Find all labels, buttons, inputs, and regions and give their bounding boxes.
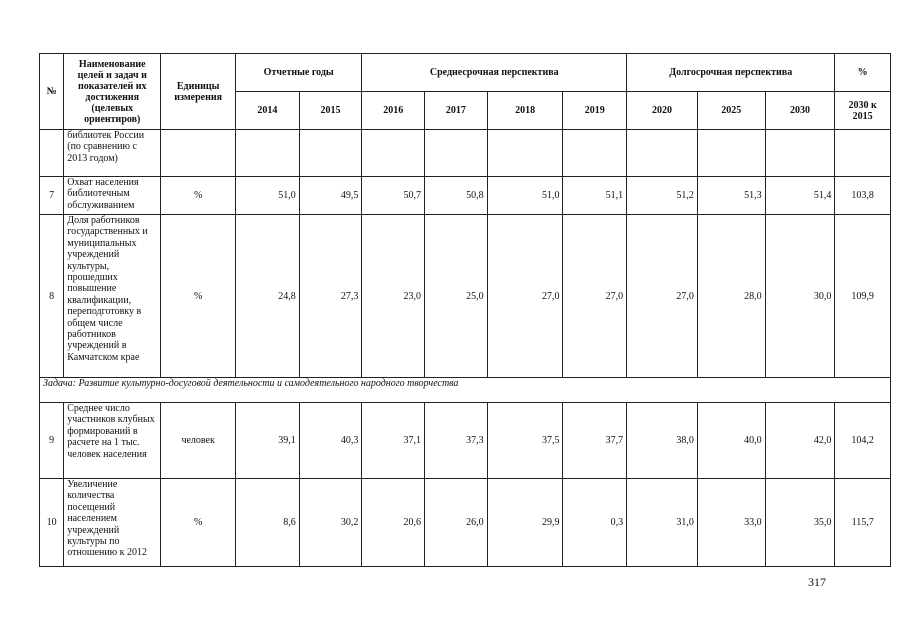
row-value <box>487 130 563 177</box>
row-value: 31,0 <box>627 479 698 567</box>
row-num: 8 <box>40 215 64 378</box>
row-value <box>362 130 425 177</box>
row-pct: 104,2 <box>835 403 891 479</box>
table-row <box>40 479 891 567</box>
header-name: Наименование целей и задач и показателей их достижения (целевых ориентиров) <box>64 54 161 130</box>
row-pct <box>835 130 891 177</box>
row-value: 20,6 <box>362 479 425 567</box>
row-value: 39,1 <box>236 403 300 479</box>
row-value: 42,0 <box>765 403 835 479</box>
task-row <box>40 378 891 403</box>
row-value: 38,0 <box>627 403 698 479</box>
indicator-table <box>39 53 891 567</box>
row-value: 27,0 <box>563 215 627 378</box>
row-unit: человек <box>161 403 236 479</box>
row-unit: % <box>161 177 236 215</box>
row-value: 51,2 <box>627 177 698 215</box>
table-row <box>40 403 891 479</box>
table-row <box>40 177 891 215</box>
row-value <box>425 130 488 177</box>
row-value: 24,8 <box>236 215 300 378</box>
row-unit: % <box>161 215 236 378</box>
row-name: Увеличение количества посещений населением учреждений культуры по отношению к 2012 <box>64 479 161 567</box>
row-num <box>40 130 64 177</box>
header-group-reported: Отчетные годы <box>236 54 362 92</box>
header-year: 2020 <box>627 92 698 130</box>
header-year: 2030 <box>765 92 835 130</box>
row-value: 35,0 <box>765 479 835 567</box>
row-value: 37,5 <box>487 403 563 479</box>
row-value <box>627 130 698 177</box>
header-year: 2015 <box>299 92 362 130</box>
header-year: 2014 <box>236 92 300 130</box>
row-value: 51,3 <box>697 177 765 215</box>
row-name: Среднее число участников клубных формирований в расчете на 1 тыс. человек населения <box>64 403 161 479</box>
row-value <box>299 130 362 177</box>
row-value: 25,0 <box>425 215 488 378</box>
table-row <box>40 215 891 378</box>
row-name: библиотек России (по сравнению с 2013 годом) <box>64 130 161 177</box>
row-value: 51,0 <box>236 177 300 215</box>
row-value: 30,2 <box>299 479 362 567</box>
row-value: 37,7 <box>563 403 627 479</box>
header-year: 2016 <box>362 92 425 130</box>
row-value: 28,0 <box>697 215 765 378</box>
row-pct: 103,8 <box>835 177 891 215</box>
row-value: 0,3 <box>563 479 627 567</box>
task-heading: Задача: Развитие культурно-досуговой деятельности и самодеятельного народного творчества <box>40 378 891 403</box>
row-value: 8,6 <box>236 479 300 567</box>
row-value: 40,0 <box>697 403 765 479</box>
row-value: 30,0 <box>765 215 835 378</box>
row-value: 23,0 <box>362 215 425 378</box>
row-value: 49,5 <box>299 177 362 215</box>
row-name: Охват населения библиотечным обслуживанием <box>64 177 161 215</box>
row-value <box>563 130 627 177</box>
row-value: 40,3 <box>299 403 362 479</box>
row-value <box>697 130 765 177</box>
header-year: 2019 <box>563 92 627 130</box>
header-unit: Единицы измерения <box>161 54 236 130</box>
row-name: Доля работников государственных и муниципальных учреждений культуры, прошедших повышение квалификации, переподготовку в общем числе работников учреждений в Камчатском крае <box>64 215 161 378</box>
row-value: 33,0 <box>697 479 765 567</box>
row-value: 37,3 <box>425 403 488 479</box>
row-pct: 109,9 <box>835 215 891 378</box>
row-num: 10 <box>40 479 64 567</box>
row-value: 27,0 <box>627 215 698 378</box>
row-unit: % <box>161 479 236 567</box>
row-value: 50,7 <box>362 177 425 215</box>
header-year: 2017 <box>425 92 488 130</box>
header-num: № <box>40 54 64 130</box>
row-value <box>236 130 300 177</box>
row-unit <box>161 130 236 177</box>
row-value: 51,0 <box>487 177 563 215</box>
row-value <box>765 130 835 177</box>
row-value: 26,0 <box>425 479 488 567</box>
row-value: 51,4 <box>765 177 835 215</box>
header-group-long: Долгосрочная перспектива <box>627 54 835 92</box>
header-pct-sub: 2030 к 2015 <box>835 92 891 130</box>
row-value: 50,8 <box>425 177 488 215</box>
row-value: 37,1 <box>362 403 425 479</box>
header-year: 2018 <box>487 92 563 130</box>
header-group-mid: Среднесрочная перспектива <box>362 54 627 92</box>
header-group-pct: % <box>835 54 891 92</box>
row-pct: 115,7 <box>835 479 891 567</box>
table-row <box>40 130 891 177</box>
row-num: 7 <box>40 177 64 215</box>
row-num: 9 <box>40 403 64 479</box>
row-value: 27,0 <box>487 215 563 378</box>
page-number: 317 <box>808 575 826 589</box>
row-value: 27,3 <box>299 215 362 378</box>
row-value: 29,9 <box>487 479 563 567</box>
header-year: 2025 <box>697 92 765 130</box>
row-value: 51,1 <box>563 177 627 215</box>
